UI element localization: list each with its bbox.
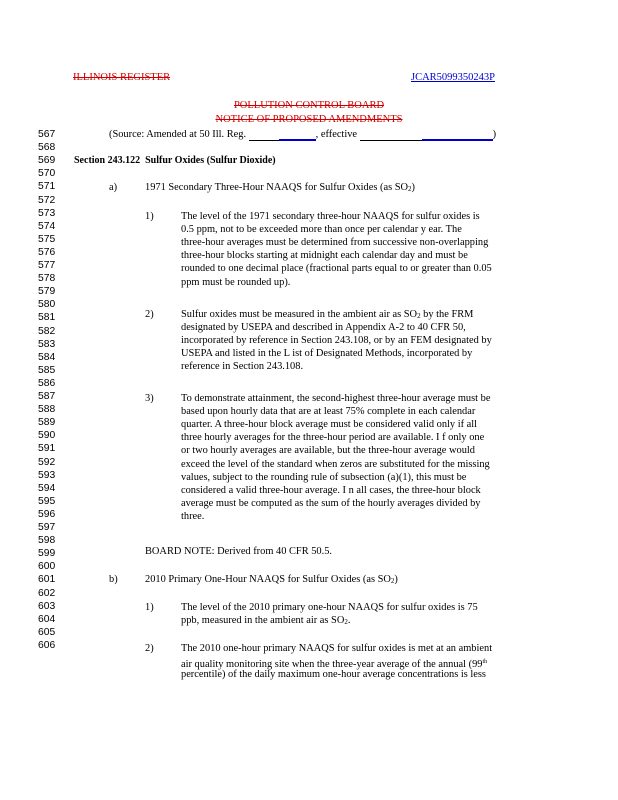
so2-subscript: 2 [344, 618, 348, 626]
jcar-code-link[interactable]: JCAR5099350243P [411, 72, 496, 83]
line-number: 594 [38, 482, 56, 494]
text-line: exceed the level of the standard when zeros are substituted for the missing [181, 458, 490, 470]
register-volume-blank[interactable] [249, 130, 316, 141]
text-line: To demonstrate attainment, the second-highest three-hour average must be [181, 393, 491, 404]
text-line: based upon hourly data that are at least 75% complete in each calendar [181, 406, 476, 418]
line-number: 601 [38, 574, 56, 586]
line-number: 571 [38, 181, 56, 193]
line-number: 590 [38, 430, 56, 442]
line-number: 605 [38, 626, 56, 638]
line-number: 597 [38, 522, 56, 533]
text-line: incorporated by reference in Section 243.108, or by an FEM designated by [181, 335, 492, 347]
subsection-a-label: a) [109, 182, 118, 193]
source-prefix: (Source: Amended at 50 Ill. Reg. [109, 129, 249, 140]
line-number: 572 [38, 194, 56, 206]
source-effective: , effective [315, 129, 360, 140]
line-number: 583 [38, 338, 56, 350]
line-number: 598 [38, 535, 56, 547]
so2-subscript: 2 [408, 185, 412, 193]
board-title: POLLUTION CONTROL BOARD [233, 100, 385, 111]
subsection-b-heading [145, 574, 398, 587]
item-a2-line1-tail: by the FRM [420, 309, 474, 320]
subsection-b-heading-text: 2010 Primary One-Hour NAAQS for Sulfur Oxides (as SO [145, 574, 391, 585]
item-b2-line-3: percentile) of the daily maximum one-hour average concentrations is less [181, 669, 486, 680]
register-header: ILLINOIS REGISTER [73, 72, 171, 83]
item-b1-line2-tail: . [347, 615, 351, 626]
section-number: Section 243.122 [74, 155, 141, 166]
text-line: ppm must be rounded up). [181, 276, 291, 288]
effective-date-blank[interactable] [360, 130, 493, 141]
line-number: 576 [38, 246, 56, 258]
so2-subscript: 2 [390, 577, 395, 585]
section-heading [74, 155, 276, 167]
line-number: 575 [38, 233, 56, 245]
item-b2-label: 2) [145, 643, 154, 654]
line-number: 592 [38, 456, 56, 468]
text-line: quarter. A three-hour block average must be considered valid only if all [181, 419, 478, 431]
item-a2-label: 2) [145, 309, 154, 320]
line-number: 568 [38, 142, 56, 154]
so2-subscript: 2 [417, 312, 421, 320]
th-superscript: th [482, 659, 488, 665]
text-line: three. [181, 510, 205, 522]
subsection-a-heading [145, 182, 415, 195]
line-number: 599 [38, 548, 56, 560]
line-number: 588 [38, 404, 56, 416]
text-line: values, subject to the rounding rule of subsection (a)(1), this must be [181, 471, 467, 483]
item-b2-line2-text: air quality monitoring site when the three-year average of the annual (99 [181, 659, 483, 670]
line-number: 604 [38, 613, 56, 625]
line-number: 596 [38, 508, 56, 520]
section-title: Sulfur Oxides (Sulfur Dioxide) [145, 155, 276, 166]
text-line: or two hourly averages are available, but the three-hour average would [181, 445, 475, 457]
line-number: 595 [38, 495, 56, 507]
text-line: reference in Section 243.108. [181, 361, 304, 373]
line-number: 569 [38, 155, 56, 167]
notice-title: NOTICE OF PROPOSED AMENDMENTS [215, 114, 403, 125]
line-number: 573 [38, 207, 56, 219]
item-a2-line-1 [181, 309, 473, 322]
subsection-b-label: b) [109, 574, 118, 585]
text-line: 0.5 ppm, not to be exceeded more than once per calendar y ear. The [181, 224, 462, 236]
line-number: 585 [38, 364, 56, 376]
text-line: three-hour averages must be determined from successive non-overlapping [181, 237, 489, 249]
line-number: 581 [38, 312, 56, 324]
item-b2-line-1: The 2010 one-hour primary NAAQS for sulfur oxides is met at an ambient [181, 643, 493, 654]
item-b1-line-1: The level of the 2010 primary one-hour NAAQS for sulfur oxides is 75 [181, 602, 478, 613]
text-line: three hourly averages for the three-hour period are available. I f only one [181, 432, 485, 444]
line-number: 574 [38, 220, 56, 232]
source-note [109, 129, 496, 141]
subsection-b-heading-close: ) [394, 574, 398, 585]
line-number: 578 [38, 273, 56, 285]
text-line: designated by USEPA and described in Appendix A-2 to 40 CFR 50, [181, 322, 466, 333]
item-a1-label: 1) [145, 211, 154, 222]
text-line: The level of the 1971 secondary three-hour NAAQS for sulfur oxides is [181, 211, 480, 222]
line-number: 570 [38, 168, 56, 180]
line-number: 600 [38, 561, 56, 573]
subsection-a-heading-text: 1971 Secondary Three-Hour NAAQS for Sulfur Oxides (as SO [145, 182, 408, 193]
line-number: 584 [38, 351, 56, 363]
line-number: 582 [38, 325, 56, 337]
line-number: 580 [38, 299, 56, 311]
item-a3-label: 3) [145, 393, 154, 404]
text-line: average must be computed as the sum of the hourly averages divided by [181, 497, 481, 509]
line-number: 589 [38, 417, 56, 429]
line-number: 606 [38, 639, 56, 651]
item-b1-label: 1) [145, 602, 154, 613]
line-number: 603 [38, 600, 56, 612]
text-line: considered a valid three-hour average. I n all cases, the three-hour block [181, 484, 481, 496]
board-note: BOARD NOTE: Derived from 40 CFR 50.5. [145, 546, 333, 557]
subsection-a-heading-close: ) [411, 182, 415, 193]
item-b1-line2-text: ppb, measured in the ambient air as SO [181, 615, 345, 626]
line-number: 591 [38, 443, 56, 455]
line-number: 586 [38, 377, 56, 389]
item-a2-line1-text: Sulfur oxides must be measured in the ambient air as SO [181, 309, 418, 320]
text-line: three-hour blocks starting at midnight each calendar day and must be [181, 250, 468, 262]
source-close: ) [492, 129, 497, 140]
line-number: 579 [38, 286, 56, 298]
line-number: 593 [38, 469, 56, 481]
line-number: 577 [38, 260, 56, 271]
line-number: 567 [38, 129, 56, 140]
item-b1-line-2 [181, 615, 350, 628]
text-line: rounded to one decimal place (fractional parts equal to or greater than 0.05 [181, 263, 492, 275]
text-line: USEPA and listed in the L ist of Designated Methods, incorporated by [181, 348, 473, 360]
line-number: 602 [38, 587, 56, 599]
line-number: 587 [38, 391, 56, 402]
